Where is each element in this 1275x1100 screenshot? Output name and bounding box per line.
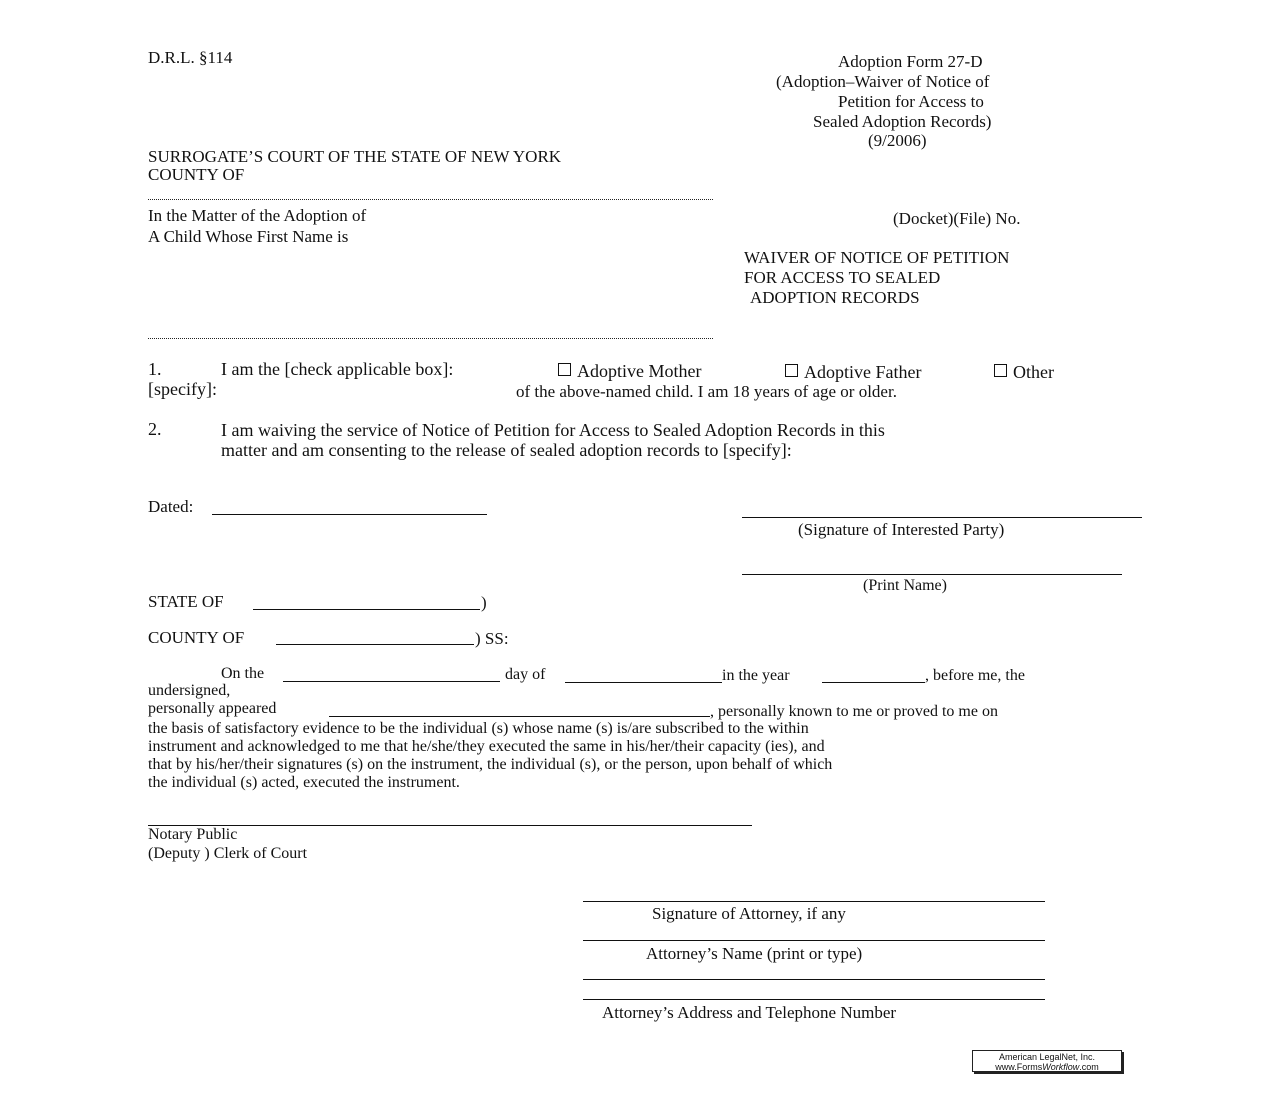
ack-on-the: On the <box>221 665 265 682</box>
attorney-address-label: Attorney’s Address and Telephone Number <box>602 1003 897 1022</box>
notary-signature-field[interactable] <box>148 825 752 826</box>
document-title-line1: WAIVER OF NOTICE OF PETITION <box>744 248 1010 267</box>
ack-appeared-field[interactable] <box>329 716 710 717</box>
state-close-paren: ) <box>481 593 487 612</box>
option-label: Adoptive Mother <box>577 361 702 381</box>
ack-body-line2: instrument and acknowledged to me that he/she/they executed the same in his/her/their capacity (ies), and <box>148 738 825 755</box>
docket-number-label: (Docket)(File) No. <box>893 209 1021 228</box>
document-title-line2: FOR ACCESS TO SEALED <box>744 268 941 287</box>
state-of-field[interactable] <box>253 609 480 610</box>
attorney-signature-label: Signature of Attorney, if any <box>652 904 846 923</box>
ack-before-me: , before me, the <box>925 667 1025 684</box>
option-adoptive-father[interactable] <box>785 362 921 382</box>
form-subtitle-line2: Petition for Access to <box>838 92 984 111</box>
caption-bottom-rule <box>148 338 713 339</box>
ack-undersigned: undersigned, <box>148 682 231 699</box>
ack-body-line1: the basis of satisfactory evidence to be the individual (s) whose name (s) is/are subscribed to the within <box>148 720 809 737</box>
form-revision-date: (9/2006) <box>868 131 927 150</box>
ack-body-line3: that by his/her/their signatures (s) on the instrument, the individual (s), or the person, upon behalf of which <box>148 756 833 773</box>
option-adoptive-mother[interactable] <box>558 361 701 381</box>
logo-line2: www.FormsWorkflow.com <box>995 1062 1099 1072</box>
ack-month-field[interactable] <box>565 682 722 683</box>
item2-line2: matter and am consenting to the release of sealed adoption records to [specify]: <box>221 440 792 460</box>
document-title-line3: ADOPTION RECORDS <box>750 288 920 307</box>
court-name: SURROGATE’S COURT OF THE STATE OF NEW YORK <box>148 147 562 166</box>
attorney-phone-field[interactable] <box>583 999 1045 1000</box>
caption-top-rule <box>148 199 713 200</box>
attorney-address-field[interactable] <box>583 979 1045 980</box>
option-other[interactable] <box>994 362 1054 382</box>
matter-line1: In the Matter of the Adoption of <box>148 206 367 225</box>
dated-field[interactable] <box>212 514 487 515</box>
option-label: Other <box>1013 362 1054 382</box>
print-name-label: (Print Name) <box>863 577 947 594</box>
county-of-label: COUNTY OF <box>148 628 245 647</box>
county-of-field[interactable] <box>276 644 474 645</box>
form-subtitle-line3: Sealed Adoption Records) <box>813 112 992 131</box>
item1-lead: I am the [check applicable box]: <box>221 359 454 379</box>
notary-public-label: Notary Public <box>148 826 238 843</box>
print-name-field[interactable] <box>742 574 1122 575</box>
dated-label: Dated: <box>148 497 194 516</box>
checkbox-adoptive-father[interactable] <box>785 364 798 377</box>
checkbox-adoptive-mother[interactable] <box>558 363 571 376</box>
ack-year-field[interactable] <box>822 682 925 683</box>
ack-day-of: day of <box>505 666 546 683</box>
item2-line1: I am waiving the service of Notice of Petition for Access to Sealed Adoption Records in this <box>221 420 885 440</box>
attorney-name-label: Attorney’s Name (print or type) <box>646 944 863 963</box>
statute-reference: D.R.L. §114 <box>148 48 233 67</box>
item2-number: 2. <box>148 419 162 439</box>
ack-personally-appeared: personally appeared <box>148 700 277 717</box>
attorney-name-field[interactable] <box>583 940 1045 941</box>
logo-line1: American LegalNet, Inc. <box>998 1052 1096 1062</box>
ack-in-the-year: in the year <box>722 667 790 684</box>
form-subtitle-line1: (Adoption–Waiver of Notice of <box>776 72 990 91</box>
american-legalnet-logo <box>972 1050 1122 1072</box>
item1-specify: [specify]: <box>148 379 217 399</box>
option-label: Adoptive Father <box>804 362 922 382</box>
checkbox-other[interactable] <box>994 364 1007 377</box>
item1-number: 1. <box>148 359 162 379</box>
ack-day-field[interactable] <box>283 681 500 682</box>
signature-label: (Signature of Interested Party) <box>798 520 1005 539</box>
ss-label: ) SS: <box>475 629 509 648</box>
ack-known: , personally known to me or proved to me on <box>710 703 998 720</box>
court-county: COUNTY OF <box>148 165 245 184</box>
clerk-of-court-label: (Deputy ) Clerk of Court <box>148 845 308 862</box>
attorney-signature-field[interactable] <box>583 901 1045 902</box>
item1-tail: of the above-named child. I am 18 years of age or older. <box>516 382 897 401</box>
state-of-label: STATE OF <box>148 592 224 611</box>
signature-field[interactable] <box>742 517 1142 518</box>
ack-body-line4: the individual (s) acted, executed the instrument. <box>148 774 460 791</box>
form-number: Adoption Form 27-D <box>838 52 983 71</box>
matter-line2: A Child Whose First Name is <box>148 227 349 246</box>
